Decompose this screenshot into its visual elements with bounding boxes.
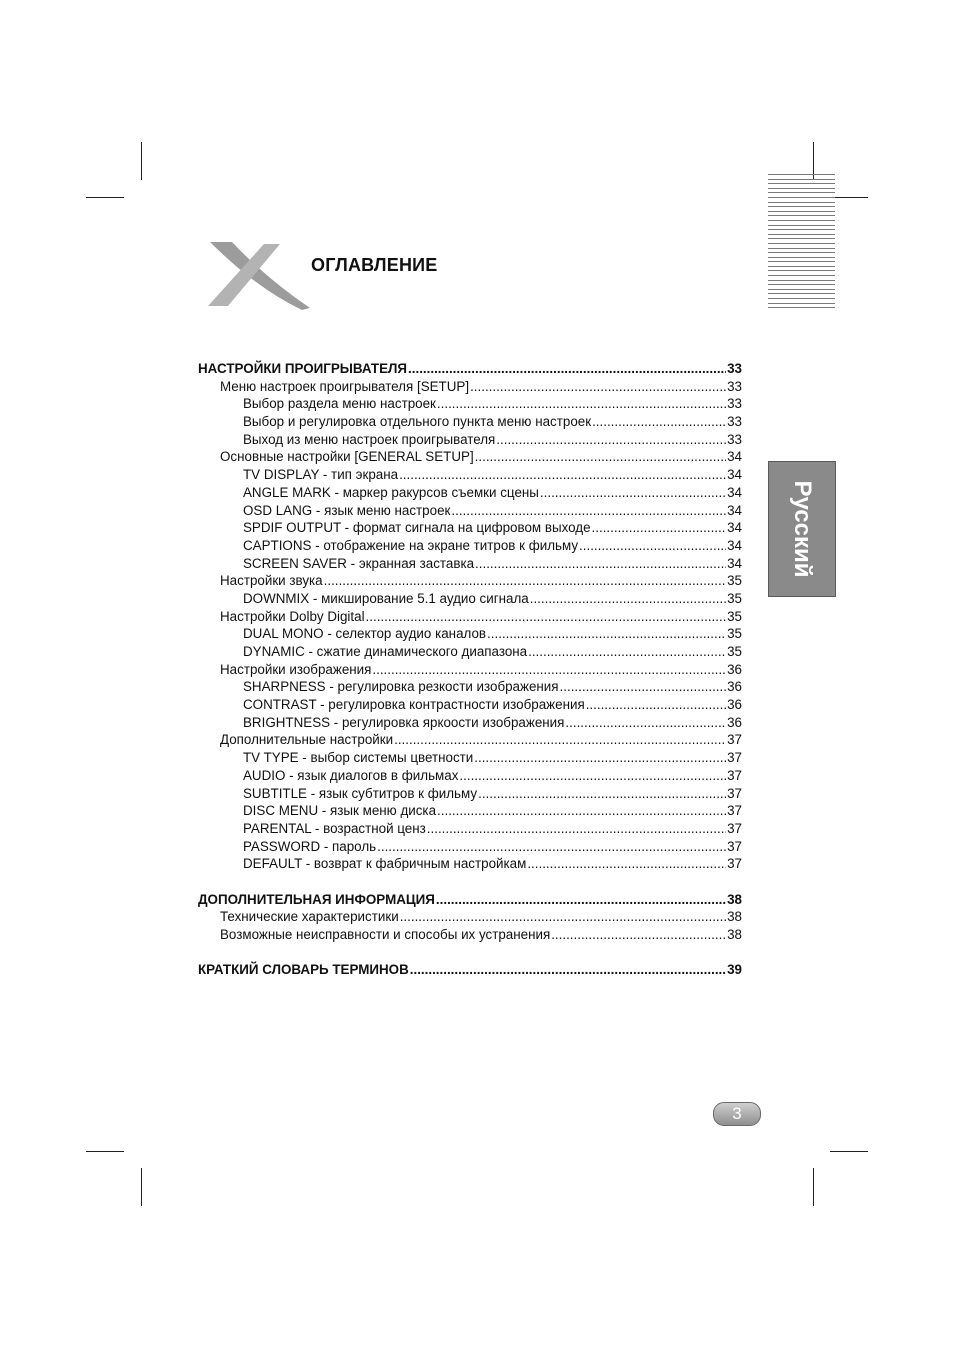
decorative-stripes [768, 174, 835, 312]
dot-leader [427, 820, 726, 838]
page-title: ОГЛАВЛЕНИЕ [311, 255, 438, 275]
toc-entry[interactable] [198, 838, 742, 856]
toc-entry-title: DOWNMIX - микширование 5.1 аудио сигнала [243, 590, 529, 606]
dot-leader [540, 484, 726, 502]
toc-entry-page: 37 [727, 767, 742, 783]
toc-entry[interactable] [198, 572, 742, 590]
toc-entry-page: 34 [727, 502, 742, 518]
toc-entry[interactable] [198, 502, 742, 520]
dot-leader [560, 678, 727, 696]
toc-entry[interactable] [198, 891, 742, 909]
toc-entry[interactable] [198, 767, 742, 785]
language-tab [768, 461, 836, 597]
toc-entry-page: 34 [727, 555, 742, 571]
toc-entry[interactable] [198, 696, 742, 714]
dot-leader [592, 413, 726, 431]
toc-entry[interactable] [198, 413, 742, 431]
dot-leader [478, 785, 726, 803]
toc-entry-title: Меню настроек проигрывателя [SETUP] [220, 378, 470, 394]
toc-entry-title: PASSWORD - пароль [243, 838, 377, 854]
dot-leader [474, 749, 726, 767]
dot-leader [470, 378, 726, 396]
toc-entry-title: Возможные неисправности и способы их устранения [220, 927, 551, 942]
toc-entry[interactable] [198, 378, 742, 396]
toc-entry-page: 38 [727, 927, 742, 942]
toc-entry-title: DUAL MONO - селектор аудио каналов [243, 626, 487, 642]
toc-entry-title: SPDIF OUTPUT - формат сигнала на цифровом выходе [243, 520, 591, 536]
toc-entry-title: Настройки изображения [220, 661, 372, 677]
toc-entry-page: 36 [727, 661, 742, 677]
toc-entry-page: 35 [727, 608, 742, 624]
language-label: Русский [789, 480, 816, 578]
dot-leader [410, 961, 726, 979]
dot-leader [475, 448, 726, 466]
toc-entry[interactable] [198, 731, 742, 749]
toc-entry-page: 37 [727, 750, 742, 766]
dot-leader [565, 714, 726, 732]
toc-entry-title: Настройки звука [220, 573, 323, 589]
dot-leader [496, 431, 726, 449]
dot-leader [366, 608, 727, 626]
toc-entry-title: Основные настройки [GENERAL SETUP] [220, 449, 474, 465]
dot-leader [408, 360, 726, 378]
toc-entry-title: Выбор и регулировка отдельного пункта меню настроек [243, 414, 592, 430]
toc-entry[interactable] [198, 466, 742, 484]
crop-mark [141, 1168, 142, 1206]
toc-entry[interactable] [198, 555, 742, 573]
toc-entry[interactable] [198, 431, 742, 449]
toc-entry-title: CAPTIONS - отображение на экране титров к фильму [243, 537, 579, 553]
toc-entry-title: Настройки Dolby Digital [220, 608, 365, 624]
toc-entry-title: TV TYPE - выбор системы цветности [243, 750, 474, 766]
toc-entry-page: 35 [727, 573, 742, 589]
dot-leader [459, 767, 726, 785]
dot-leader [437, 802, 726, 820]
dot-leader [399, 466, 726, 484]
toc-entry[interactable] [198, 749, 742, 767]
x-logo-icon [206, 238, 312, 312]
toc-entry[interactable] [198, 360, 742, 378]
toc-entry[interactable] [198, 484, 742, 502]
toc-entry-title: Дополнительные настройки [220, 732, 394, 748]
dot-leader [436, 891, 726, 909]
toc-entry-page: 33 [727, 378, 742, 394]
toc-entry-title: CONTRAST - регулировка контрастности изображения [243, 697, 585, 713]
toc-entry[interactable] [198, 678, 742, 696]
toc-entry[interactable] [198, 625, 742, 643]
dot-leader [527, 855, 726, 873]
toc-entry-page: 36 [727, 679, 742, 695]
dot-leader [551, 926, 726, 944]
toc-entry[interactable] [198, 395, 742, 413]
toc-entry-page: 34 [727, 484, 742, 500]
dot-leader [487, 625, 726, 643]
toc-entry-title: SCREEN SAVER - экранная заставка [243, 555, 475, 571]
toc-entry-page: 36 [727, 714, 742, 730]
toc-entry[interactable] [198, 590, 742, 608]
crop-mark [141, 142, 142, 180]
crop-mark [830, 1151, 868, 1152]
toc-entry[interactable] [198, 802, 742, 820]
toc-entry[interactable] [198, 448, 742, 466]
toc-entry-page: 34 [727, 520, 742, 536]
dot-leader [324, 572, 726, 590]
toc-entry-page: 37 [727, 732, 742, 748]
toc-entry-page: 34 [727, 449, 742, 465]
dot-leader [400, 908, 726, 926]
dot-leader [451, 502, 726, 520]
table-of-contents [198, 360, 742, 979]
toc-entry-page: 38 [727, 891, 742, 907]
toc-entry[interactable] [198, 537, 742, 555]
dot-leader [592, 519, 727, 537]
toc-entry-title: ДОПОЛНИТЕЛЬНАЯ ИНФОРМАЦИЯ [198, 891, 435, 907]
toc-entry[interactable] [198, 714, 742, 732]
dot-leader [372, 661, 726, 679]
toc-entry[interactable] [198, 608, 742, 626]
toc-entry-page: 37 [727, 803, 742, 819]
toc-entry[interactable] [198, 820, 742, 838]
toc-entry-page: 35 [727, 590, 742, 606]
toc-entry-page: 38 [727, 909, 742, 925]
toc-entry[interactable] [198, 855, 742, 873]
toc-entry-title: OSD LANG - язык меню настроек [243, 502, 451, 518]
toc-entry[interactable] [198, 643, 742, 661]
toc-entry-page: 35 [727, 644, 742, 659]
toc-entry-title: DYNAMIC - сжатие динамического диапазона [243, 644, 528, 659]
toc-entry-title: НАСТРОЙКИ ПРОИГРЫВАТЕЛЯ [198, 361, 408, 376]
toc-entry[interactable] [198, 785, 742, 803]
toc-entry-title: PARENTAL - возрастной ценз [243, 820, 426, 836]
toc-entry-page: 37 [727, 856, 742, 872]
dot-leader [530, 590, 726, 608]
toc-entry-title: SUBTITLE - язык субтитров к фильму [243, 785, 478, 801]
toc-entry[interactable] [198, 908, 742, 926]
toc-entry[interactable] [198, 519, 742, 537]
toc-entry-page: 37 [727, 820, 742, 836]
page-number-badge: 3 [713, 1102, 761, 1126]
dot-leader [579, 537, 726, 555]
dot-leader [586, 696, 726, 714]
toc-entry-title: SHARPNESS - регулировка резкости изображения [243, 679, 559, 695]
dot-leader [437, 395, 726, 413]
toc-entry-title: TV DISPLAY - тип экрана [243, 467, 399, 483]
toc-entry[interactable] [198, 961, 742, 979]
toc-entry-page: 33 [727, 361, 742, 376]
toc-entry-title: DEFAULT - возврат к фабричным настройкам [243, 856, 527, 872]
toc-entry-page: 34 [727, 467, 742, 483]
crop-mark [86, 197, 124, 198]
toc-entry-title: DISC MENU - язык меню диска [243, 803, 437, 819]
crop-mark [830, 197, 868, 198]
crop-mark [813, 1168, 814, 1206]
toc-entry-title: BRIGHTNESS - регулировка яркоости изображения [243, 714, 565, 730]
toc-entry-page: 39 [727, 962, 742, 978]
toc-entry-title: ANGLE MARK - маркер ракурсов съемки сцены [243, 484, 539, 500]
toc-entry-page: 33 [727, 414, 742, 430]
toc-entry[interactable] [198, 661, 742, 679]
toc-entry-page: 34 [727, 537, 742, 553]
dot-leader [475, 555, 726, 573]
dot-leader [377, 838, 726, 856]
toc-entry-page: 36 [727, 697, 742, 713]
dot-leader [528, 643, 726, 661]
toc-entry-page: 35 [727, 626, 742, 642]
toc-entry-page: 33 [727, 396, 742, 412]
toc-entry-title: Технические характеристики [220, 909, 399, 925]
toc-entry-title: Выход из меню настроек проигрывателя [243, 431, 496, 447]
toc-entry[interactable] [198, 926, 742, 944]
crop-mark [86, 1151, 124, 1152]
toc-entry-page: 37 [727, 785, 742, 801]
dot-leader [394, 731, 726, 749]
toc-entry-page: 33 [727, 431, 742, 447]
toc-entry-title: Выбор раздела меню настроек [243, 396, 436, 412]
toc-entry-page: 37 [727, 838, 742, 854]
toc-entry-title: AUDIO - язык диалогов в фильмах [243, 767, 459, 783]
toc-entry-title: КРАТКИЙ СЛОВАРЬ ТЕРМИНОВ [198, 962, 409, 978]
